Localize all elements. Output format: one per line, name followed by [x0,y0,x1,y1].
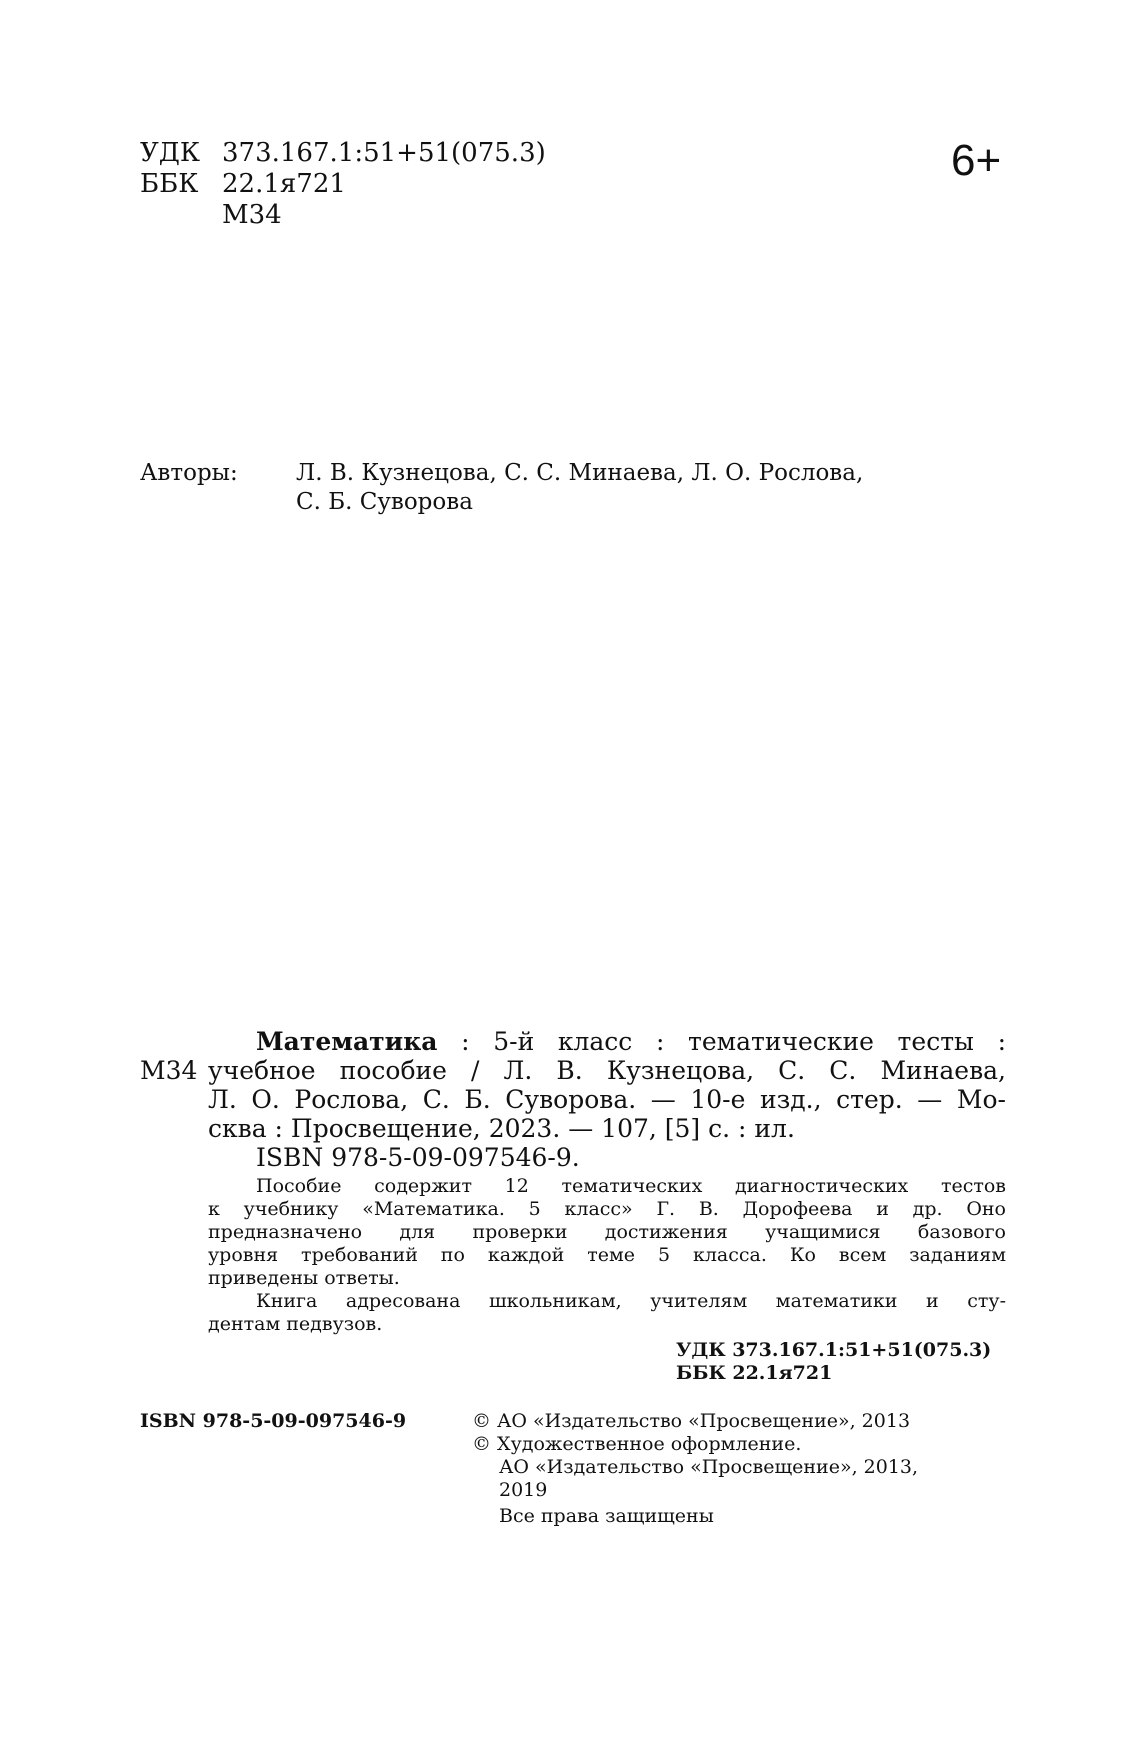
catalog-desc-5: приведены ответы. [208,1267,400,1289]
age-rating: 6+ [951,136,1002,185]
rights-reserved: Все права защищены [499,1505,714,1527]
catalog-desc-6: Книга адресована школьникам, учителям математики и сту- [256,1290,1006,1312]
catalog-desc-7: дентам педвузов. [208,1313,383,1335]
catalog-line-1 [256,1027,1006,1056]
copyright-2: © Художественное оформление. [472,1433,802,1455]
catalog-line-3: Л. О. Рослова, С. Б. Суворова. — 10-е изд., стер. — Мо- [208,1085,1006,1114]
catalog-line-2: учебное пособие / Л. В. Кузнецова, С. С. Минаева, [208,1056,1006,1085]
udk-value: 373.167.1:51+51(075.3) [222,138,546,168]
author-mark-header: М34 [222,200,282,230]
authors-line-2: С. Б. Суворова [296,489,473,515]
bbk-value: 22.1я721 [222,169,346,199]
catalog-desc-4: уровня требований по каждой теме 5 класса. Ко всем заданиям [208,1244,1006,1266]
catalog-author-mark: М34 [140,1056,198,1085]
catalog-desc-3: предназначено для проверки достижения учащимися базового [208,1221,1006,1243]
catalog-line-4: сква : Просвещение, 2023. — 107, [5] с. : ил. [208,1114,795,1143]
udk-label: УДК [140,138,201,168]
copyright-1: © АО «Издательство «Просвещение», 2013 [472,1410,911,1432]
footer-isbn: ISBN 978-5-09-097546-9 [140,1410,407,1432]
copyright-4: 2019 [499,1479,548,1501]
catalog-title: Математика [256,1027,438,1056]
catalog-desc-2: к учебнику «Математика. 5 класс» Г. В. Дорофеева и др. Оно [208,1198,1006,1220]
catalog-isbn: ISBN 978-5-09-097546-9. [256,1143,580,1172]
catalog-bbk: ББК 22.1я721 [676,1362,833,1384]
authors-label: Авторы: [140,460,238,486]
bbk-label: ББК [140,169,199,199]
copyright-3: АО «Издательство «Просвещение», 2013, [499,1456,919,1478]
authors-line-1: Л. В. Кузнецова, С. С. Минаева, Л. О. Рослова, [296,460,864,486]
catalog-line-1-rest: : 5-й класс : тематические тесты : [437,1027,1006,1056]
catalog-udk: УДК 373.167.1:51+51(075.3) [676,1339,992,1361]
catalog-desc-1: Пособие содержит 12 тематических диагностических тестов [256,1175,1006,1197]
